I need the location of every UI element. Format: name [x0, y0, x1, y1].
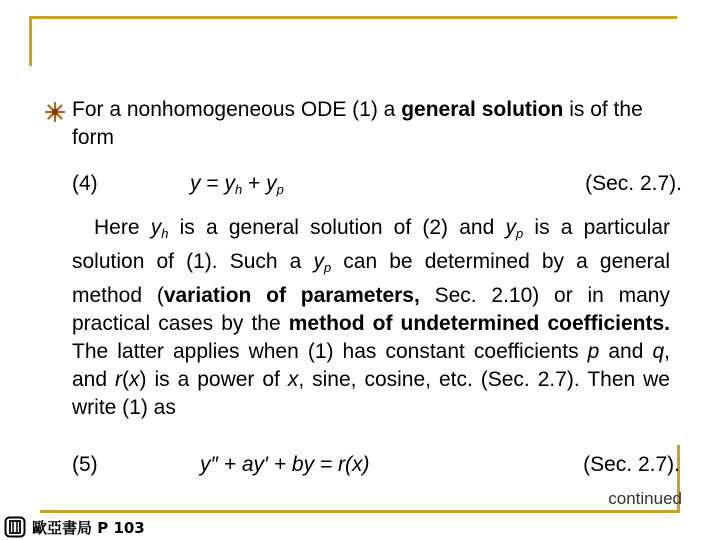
- frame-left-line: [29, 16, 32, 66]
- equation-5: [0, 453, 720, 481]
- equation-body: $y = y_h + y_p$: [190, 172, 284, 197]
- equation-reference: (Sec. 2.7).: [583, 453, 680, 476]
- frame-bottom-line: [40, 510, 680, 513]
- publisher-logo-icon: [4, 516, 26, 538]
- equation-reference: (Sec. 2.7).: [585, 172, 682, 195]
- publisher-label: 歐亞書局 P 103: [32, 518, 145, 537]
- equation-number: (4): [72, 172, 98, 195]
- star-bullet-icon: [44, 101, 66, 123]
- continued-label: continued: [608, 489, 682, 508]
- footer: [4, 515, 145, 539]
- equation-body: y″ + ay′ + by = r(x): [200, 453, 370, 476]
- equation-4: [0, 172, 720, 200]
- frame-top-line: [29, 16, 677, 19]
- intro-text: For a nonhomogeneous ODE (1) a general solution is of the form: [72, 98, 643, 149]
- equation-number: (5): [72, 453, 98, 476]
- body-paragraph: Here $y_h$ is a general solution of (2) and $y_p$ is a particular solution of (1). Such a $y_p$ can be determined by a general method (variation of parameters, Sec. 2.10) or in many practical cases by the method of undetermined coefficients. The latter applies when (1) has constant coefficients p and q, and r(x) is a power of x, sine, cosine, etc. (Sec. 2.7). Then we write (1) as: [72, 216, 671, 419]
